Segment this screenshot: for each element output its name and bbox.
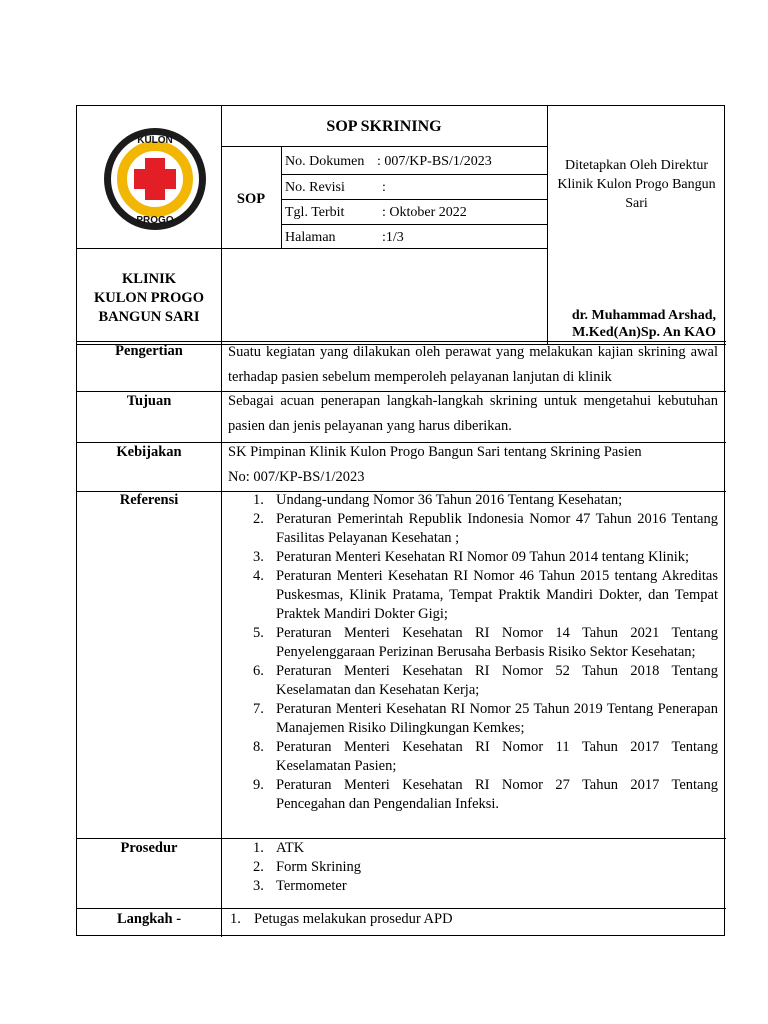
list-item: 6. Peraturan Menteri Kesehatan RI Nomor 52 Tahun 2018 Tentang Keselamatan dan Kesehatan Kerja; [253, 663, 718, 698]
tujuan-label: Tujuan [126, 393, 172, 409]
meta-value: :1/3 [382, 230, 404, 245]
meta-value: : Oktober 2022 [382, 205, 467, 220]
meta-label: No. Revisi [285, 180, 345, 195]
list-item-text: Form Skrining [276, 859, 361, 875]
row-divider [221, 146, 547, 147]
row-divider [77, 248, 547, 249]
row-divider [281, 199, 547, 200]
pengertian-text: Suatu kegiatan yang dilakukan oleh perawat yang melakukan kajian skrining awal terhadap pasien sebelum memperoleh pelayanan lanjutan di klinik [228, 344, 718, 385]
clinic-name [77, 270, 221, 327]
prosedur-list [225, 839, 718, 896]
list-item: 1. Petugas melakukan prosedur APD [230, 911, 453, 927]
meta-value: : 007/KP-BS/1/2023 [377, 154, 492, 169]
signatory-title: M.Ked(An)Sp. An KAO [572, 325, 716, 340]
list-item-text: Peraturan Menteri Kesehatan RI Nomor 14 Tahun 2021 Tentang Penyelenggaraan Perizinan Berusaha Berbasis Risiko Sektor Kesehatan; [276, 625, 718, 660]
logo-bottom-text: PROGO [136, 215, 174, 226]
row-divider [281, 224, 547, 225]
pengertian-label: Pengertian [115, 343, 183, 359]
kebijakan-text [228, 440, 718, 490]
langkah-list [225, 910, 718, 929]
clinic-name-line: BANGUN SARI [98, 309, 200, 325]
clinic-name-line: KLINIK [122, 271, 176, 287]
signatory-name: dr. Muhammad Arshad, [571, 308, 716, 323]
kebijakan-line: No: 007/KP-BS/1/2023 [228, 469, 365, 485]
list-item: 1. Undang-undang Nomor 36 Tahun 2016 Tentang Kesehatan; [253, 492, 623, 508]
clinic-logo [101, 126, 209, 232]
meta-label: Halaman [285, 230, 336, 245]
sop-document [76, 105, 725, 936]
clinic-name-line: KULON PROGO [94, 290, 204, 306]
list-item-text: Peraturan Pemerintah Republik Indonesia Nomor 47 Tahun 2016 Tentang Fasilitas Pelayanan Kesehatan ; [276, 511, 718, 546]
document-title: SOP SKRINING [326, 118, 442, 135]
meta-row-revisi [285, 178, 547, 197]
list-item: 2. Peraturan Pemerintah Republik Indonesia Nomor 47 Tahun 2016 Tentang Fasilitas Pelayanan Kesehatan ; [253, 511, 718, 546]
list-item: 1. ATK [253, 840, 305, 856]
list-item: 8. Peraturan Menteri Kesehatan RI Nomor 11 Tahun 2017 Tentang Keselamatan Pasien; [253, 739, 718, 774]
list-item: 2. Form Skrining [253, 859, 361, 875]
sop-label: SOP [236, 191, 266, 207]
prosedur-label: Prosedur [120, 840, 178, 856]
list-item-text: ATK [276, 840, 305, 856]
tujuan-text: Sebagai acuan penerapan langkah-langkah skrining untuk mengetahui kebutuhan pasien dan jenis pelayanan yang harus diberikan. [228, 393, 718, 434]
list-item-text: Peraturan Menteri Kesehatan RI Nomor 46 Tahun 2015 tentang Akreditas Puskesmas, Klinik Pratama, Tempat Praktik Mandiri Dokter, dan Tempat Praktek Mandiri Dokter Gigi; [276, 568, 718, 622]
row-divider [77, 908, 726, 909]
meta-label: Tgl. Terbit [285, 205, 345, 220]
langkah-label: Langkah - [116, 911, 182, 927]
meta-row-halaman [285, 228, 547, 247]
column-divider [281, 146, 282, 248]
approval-text: Ditetapkan Oleh Direktur Klinik Kulon Progo Bangun Sari [557, 158, 716, 211]
list-item-text: Undang-undang Nomor 36 Tahun 2016 Tentang Kesehatan; [276, 492, 623, 508]
list-item-text: Petugas melakukan prosedur APD [254, 911, 453, 927]
list-item-text: Termometer [276, 878, 347, 894]
meta-row-dokumen [285, 152, 547, 171]
column-divider [221, 106, 222, 937]
list-item-text: Peraturan Menteri Kesehatan RI Nomor 52 Tahun 2018 Tentang Keselamatan dan Kesehatan Kerja; [276, 663, 718, 698]
column-divider [547, 106, 548, 344]
logo-top-text: KULON [137, 135, 173, 146]
meta-value: : [382, 180, 386, 195]
referensi-label: Referensi [119, 492, 179, 508]
list-item: 3. Termometer [253, 878, 347, 894]
list-item-text: Peraturan Menteri Kesehatan RI Nomor 11 Tahun 2017 Tentang Keselamatan Pasien; [276, 739, 718, 774]
list-item: 3. Peraturan Menteri Kesehatan RI Nomor 09 Tahun 2014 tentang Klinik; [253, 549, 690, 565]
list-item-text: Peraturan Menteri Kesehatan RI Nomor 25 Tahun 2019 Tentang Penerapan Manajemen Risiko Dilingkungan Kemkes; [276, 701, 718, 736]
meta-label: No. Dokumen [285, 154, 365, 169]
list-item-text: Peraturan Menteri Kesehatan RI Nomor 09 Tahun 2014 tentang Klinik; [276, 549, 690, 565]
list-item: 4. Peraturan Menteri Kesehatan RI Nomor 46 Tahun 2015 tentang Akreditas Puskesmas, Klinik Pratama, Tempat Praktik Mandiri Dokter, dan Tempat Praktek Mandiri Dokter Gigi; [253, 568, 718, 622]
kebijakan-label: Kebijakan [116, 444, 182, 460]
clinic-logo-image [101, 126, 209, 232]
referensi-list [225, 491, 718, 814]
meta-row-terbit [285, 203, 547, 222]
list-item: 5. Peraturan Menteri Kesehatan RI Nomor 14 Tahun 2021 Tentang Penyelenggaraan Perizinan Berusaha Berbasis Risiko Sektor Kesehatan; [253, 625, 718, 660]
kebijakan-line: SK Pimpinan Klinik Kulon Progo Bangun Sari tentang Skrining Pasien [228, 444, 642, 460]
row-divider [281, 174, 547, 175]
list-item: 9. Peraturan Menteri Kesehatan RI Nomor 27 Tahun 2017 Tentang Pencegahan dan Pengendalian Infeksi. [253, 777, 718, 812]
list-item-text: Peraturan Menteri Kesehatan RI Nomor 27 Tahun 2017 Tentang Pencegahan dan Pengendalian Infeksi. [276, 777, 718, 812]
list-item: 7. Peraturan Menteri Kesehatan RI Nomor 25 Tahun 2019 Tentang Penerapan Manajemen Risiko Dilingkungan Kemkes; [253, 701, 718, 736]
